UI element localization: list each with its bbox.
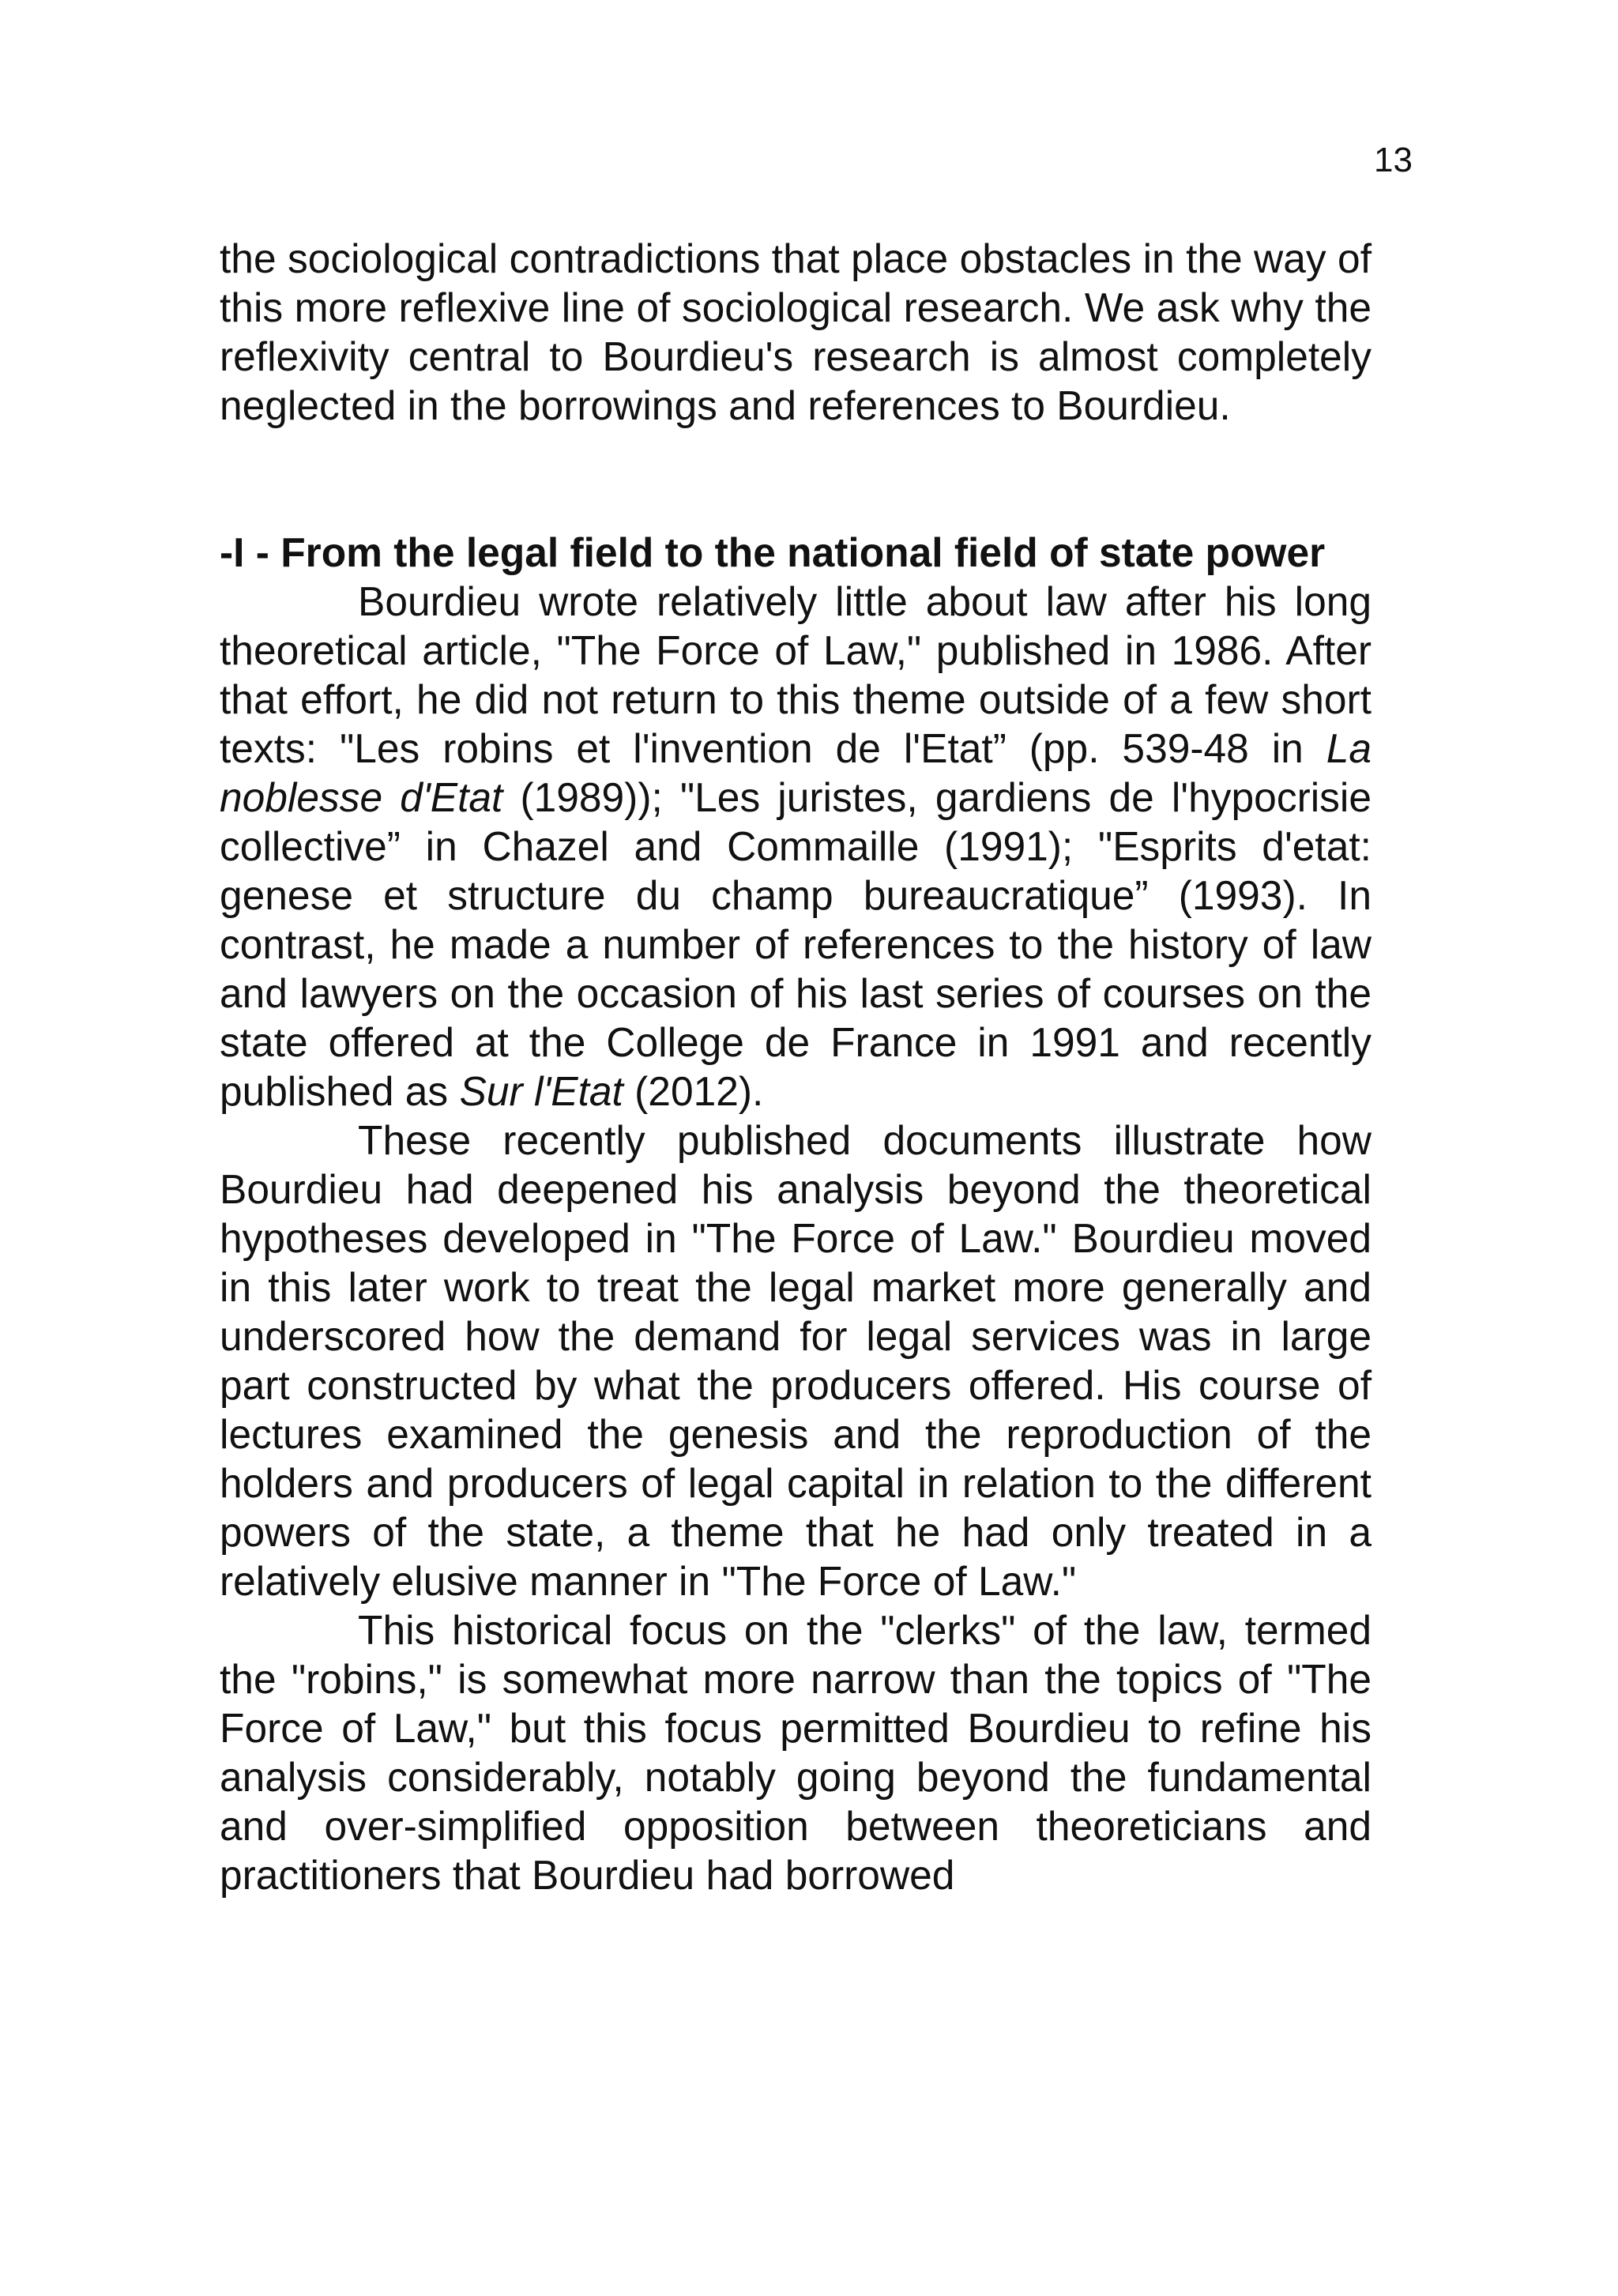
paragraph-1-text-a: Bourdieu wrote relatively little about law after his long theoretical article, "The Force of Law," published in 1986. After that effort, he did not return to this theme outside of a few short texts: "Les robins et l'invention de l'Etat” (pp. 539-48 in <box>220 578 1372 771</box>
body-paragraph-2: These recently published documents illustrate how Bourdieu had deepened his analysis beyond the theoretical hypotheses developed in "The Force of Law." Bourdieu moved in this later work to treat the legal market more generally and underscored how the demand for legal services was in large part constructed by what the producers offered. His course of lectures examined the genesis and the reproduction of the holders and producers of legal capital in relation to the different powers of the state, a theme that he had only treated in a relatively elusive manner in "The Force of Law." <box>220 1117 1372 1604</box>
body-paragraph-3: This historical focus on the "clerks" of the law, termed the "robins," is somewhat more narrow than the topics of "The Force of Law," but this focus permitted Bourdieu to refine his analysis considerably, notably going beyond the fundamental and over-simplified opposition between theoreticians and practitioners that Bourdieu had borrowed <box>220 1607 1372 1898</box>
body-paragraph-1 <box>220 577 1372 1116</box>
section-heading: -I - From the legal field to the national field of state power <box>220 529 1326 575</box>
book-title-noblesse: La noblesse d'Etat <box>220 725 1372 820</box>
paragraph-1-text-c: (1989)); "Les juristes, gardiens de l'hypocrisie collective” in Chazel and Commaille (1991); "Esprits d'etat: genese et structure du champ bureaucratique” (1993). In contrast, he made a number of references to the history of law and lawyers on the occasion of his last series of courses on the state offered at the College de France in 1991 and recently published as <box>220 774 1372 1114</box>
intro-paragraph-block <box>220 234 1372 430</box>
book-title-sur-letat: Sur l'Etat <box>459 1068 623 1114</box>
section-legal-field <box>220 528 1372 1899</box>
intro-paragraph: the sociological contradictions that place obstacles in the way of this more reflexive line of sociological research. We ask why the reflexivity central to Bourdieu's research is almost completely neglected in the borrowings and references to Bourdieu. <box>220 235 1372 428</box>
paragraph-1-text-e: (2012). <box>623 1068 764 1114</box>
page-number: 13 <box>1374 141 1413 179</box>
